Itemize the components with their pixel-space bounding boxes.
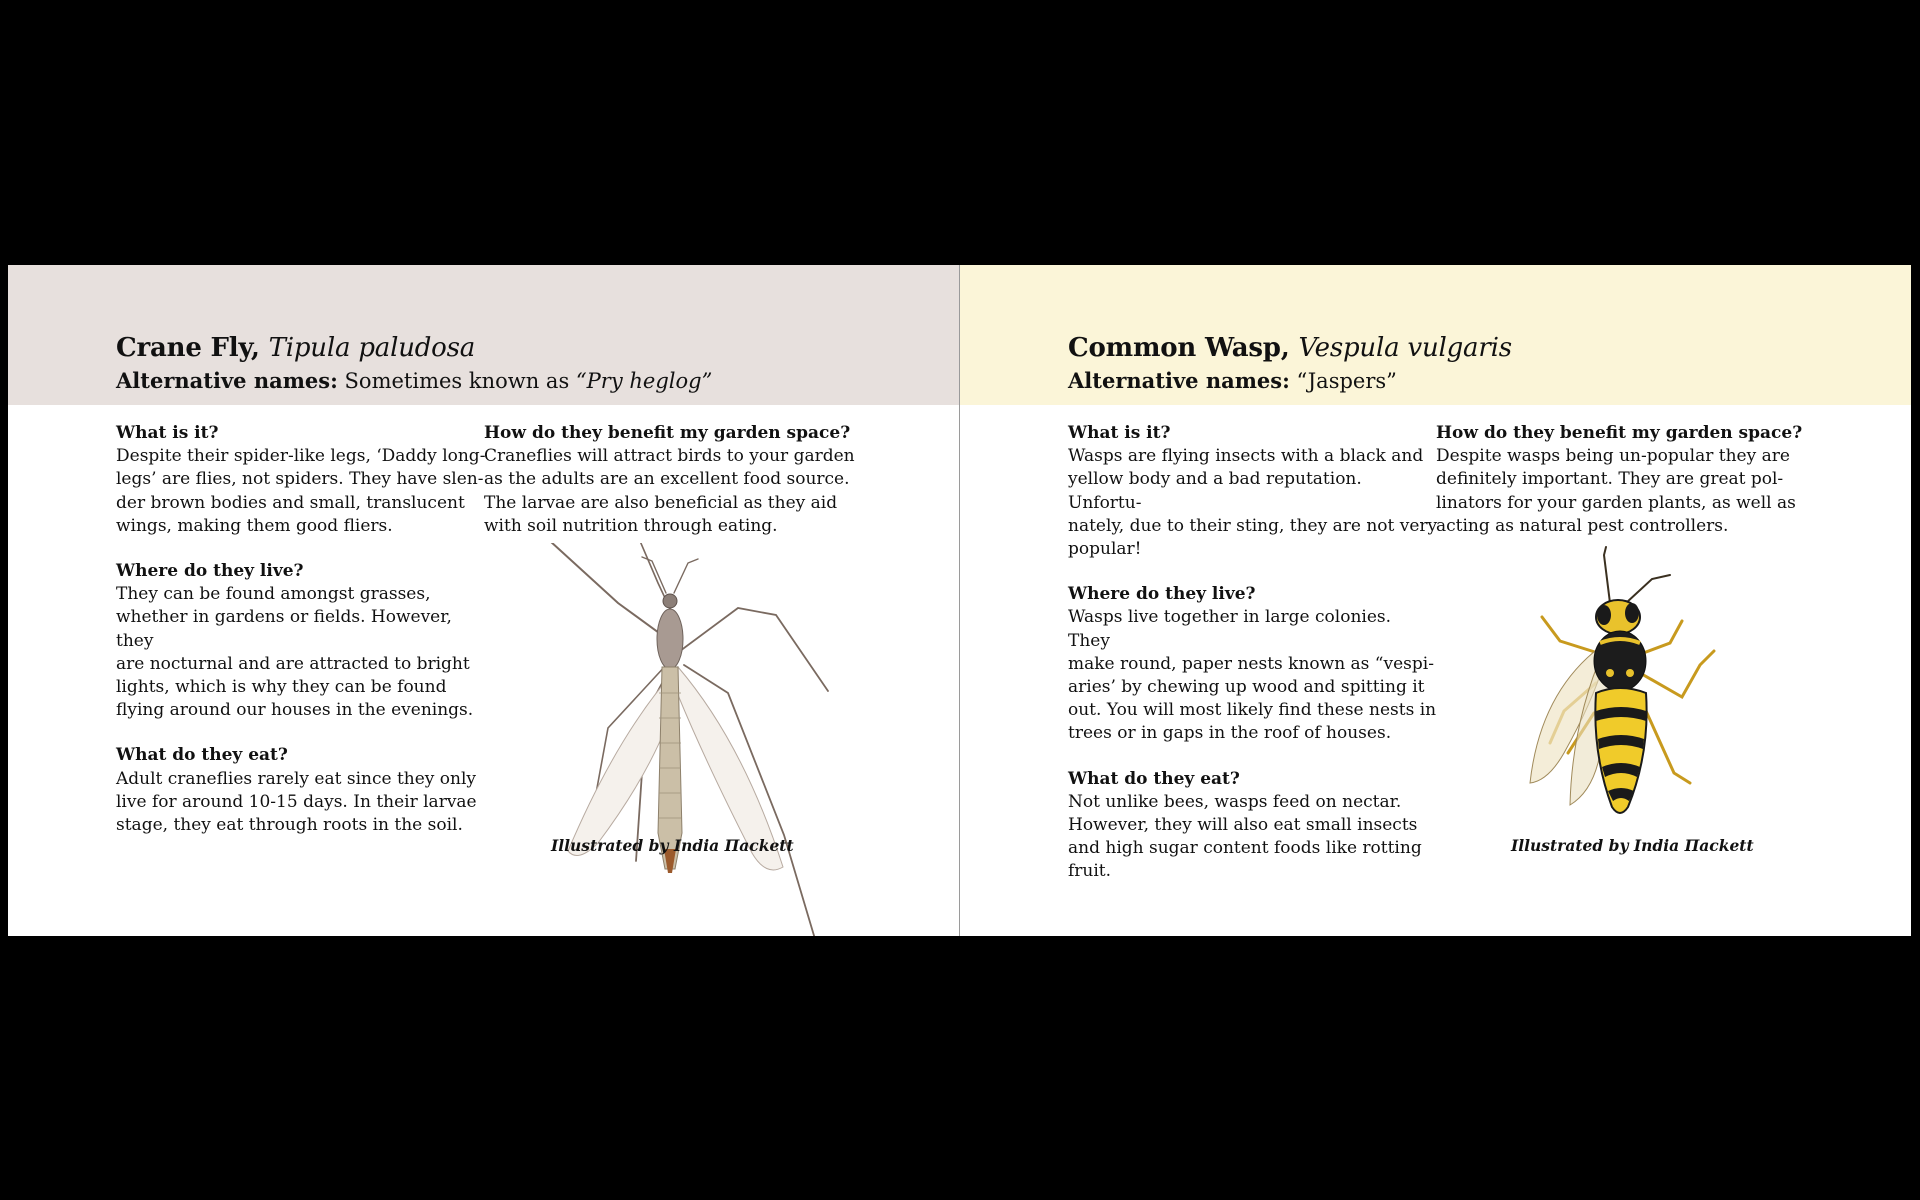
crane-fly-illustration	[538, 543, 838, 936]
crane-fly-common-name: Crane Fly,	[116, 333, 260, 363]
crane-fly-column-2	[484, 422, 864, 560]
wasp-what-section	[1068, 422, 1438, 561]
wasp-common-name: Common Wasp,	[1068, 333, 1290, 363]
wasp-alt-name: “Jaspers”	[1296, 369, 1397, 393]
crane-fly-eat-text: Adult craneflies rarely eat since they only live for around 10-15 days. In their larvae stage, they eat through roots in the soil.	[116, 768, 477, 836]
crane-fly-scientific-name: Tipula paludosa	[268, 333, 476, 363]
wasp-where-section	[1068, 583, 1438, 745]
crane-fly-benefit-section	[484, 422, 864, 538]
wasp-benefit-section	[1436, 422, 1816, 538]
crane-fly-what-heading: What is it?	[116, 423, 219, 443]
crane-fly-page	[8, 265, 959, 936]
wasp-eat-heading: What do they eat?	[1068, 768, 1240, 789]
wasp-eat-section	[1068, 768, 1438, 884]
wasp-benefit-heading: How do they benefit my garden space?	[1436, 423, 1803, 443]
wasp-column-2	[1436, 422, 1816, 560]
wasp-scientific-name: Vespula vulgaris	[1298, 333, 1512, 363]
wasp-what-heading: What is it?	[1068, 423, 1171, 443]
crane-fly-what-text: Despite their spider-like legs, ‘Daddy long- legs’ are flies, not spiders. They have slen- der brown bodies and small, translucent wings, making them good fliers.	[116, 446, 486, 536]
crane-fly-eat-heading: What do they eat?	[116, 745, 288, 766]
crane-fly-column-1	[116, 422, 486, 859]
wasp-alt-label: Alternative names:	[1068, 368, 1290, 393]
wasp-eat-text: Not unlike bees, wasps feed on nectar. However, they will also eat small insects and high sugar content foods like rotting fruit.	[1068, 791, 1422, 882]
wasp-title	[1068, 333, 1512, 363]
wasp-illustration	[1500, 543, 1760, 833]
crane-fly-title	[116, 333, 475, 363]
wasp-benefit-text: Despite wasps being un-popular they are definitely important. They are great pol- linators for your garden plants, as well as acting as natural pest controllers.	[1436, 446, 1796, 536]
crane-fly-caption: Illustrated by India Πackett	[551, 836, 794, 855]
crane-fly-eat-section	[116, 744, 486, 837]
crane-fly-benefit-text: Craneflies will attract birds to your garden as the adults are an excellent food source. The larvae are also beneficial as they aid with soil nutrition through eating.	[484, 446, 855, 536]
wasp-where-text: Wasps live together in large colonies. They make round, paper nests known as “vespi- aries’ by chewing up wood and spitting it out. You will most likely find these nests in trees or in gaps in the roof of houses.	[1068, 607, 1437, 744]
crane-fly-alternative-names	[116, 368, 712, 393]
book-spread	[8, 265, 1911, 936]
crane-fly-alt-label: Alternative names:	[116, 368, 338, 393]
wasp-page	[960, 265, 1911, 936]
crane-fly-alt-text: Sometimes known as	[344, 369, 570, 393]
wasp-column-1	[1068, 422, 1438, 906]
crane-fly-where-section	[116, 560, 486, 722]
crane-fly-where-heading: Where do they live?	[116, 561, 304, 582]
crane-fly-where-text: They can be found amongst grasses, whether in gardens or fields. However, they are nocturnal and are attracted to bright lights, which is why they can be found flying around our houses in the evenings.	[116, 584, 474, 721]
crane-fly-benefit-heading: How do they benefit my garden space?	[484, 423, 851, 443]
crane-fly-alt-name: “Pry heglog”	[575, 369, 713, 393]
wasp-what-text: Wasps are flying insects with a black and yellow body and a bad reputation. Unfortu- nately, due to their sting, they are not very popular!	[1068, 446, 1438, 560]
wasp-caption: Illustrated by India Πackett	[1511, 836, 1754, 855]
wasp-alternative-names	[1068, 368, 1397, 393]
wasp-where-heading: Where do they live?	[1068, 584, 1256, 605]
crane-fly-what-section	[116, 422, 486, 538]
